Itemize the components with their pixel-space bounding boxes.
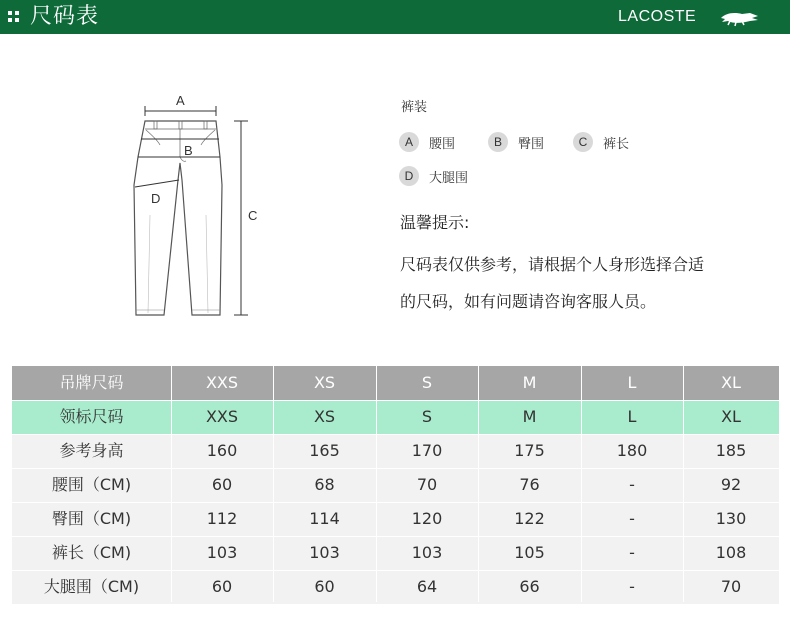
- column-divider: [376, 366, 377, 602]
- size-value-cell: 170: [411, 441, 443, 460]
- row-label-cell: 臀围（CM): [51, 509, 132, 528]
- page-title: 尺码表: [30, 4, 100, 29]
- size-value-cell: -: [629, 577, 635, 596]
- column-divider: [171, 366, 172, 602]
- brand-logo-text: LACOSTE: [618, 8, 697, 25]
- height-row: [12, 434, 779, 468]
- size-value-cell: 60: [211, 577, 233, 596]
- size-value-cell: XXS: [205, 373, 239, 392]
- row-label-cell: 参考身高: [59, 441, 124, 460]
- size-value-cell: 103: [206, 543, 238, 562]
- row-divider: [12, 468, 779, 469]
- tip-line-2: 的尺码，如有问题请咨询客服人员。: [400, 292, 657, 311]
- legend-item-c: [573, 132, 629, 152]
- size-value-cell: 180: [616, 441, 648, 460]
- size-value-cell: 175: [514, 441, 545, 460]
- size-table: [12, 366, 779, 602]
- label-d: D: [151, 191, 161, 206]
- badge-b: B: [488, 132, 508, 152]
- size-value-cell: 92: [720, 475, 742, 494]
- column-divider: [478, 366, 479, 602]
- size-value-cell: 130: [715, 509, 747, 528]
- header-bar: [0, 0, 790, 34]
- size-value-cell: 165: [309, 441, 340, 460]
- size-value-cell: 66: [519, 577, 540, 596]
- size-value-cell: S: [421, 373, 433, 392]
- label-c: C: [248, 208, 258, 223]
- size-value-cell: 122: [514, 509, 545, 528]
- size-value-cell: 105: [514, 543, 545, 562]
- column-divider: [273, 366, 274, 602]
- size-value-cell: 112: [206, 509, 238, 528]
- size-value-cell: -: [629, 543, 635, 562]
- crocodile-logo-icon: [720, 9, 760, 27]
- size-value-cell: -: [629, 475, 635, 494]
- size-value-cell: 103: [309, 543, 340, 562]
- row-label-cell: 大腿围（CM): [43, 577, 140, 596]
- size-value-cell: 114: [309, 509, 340, 528]
- row-divider: [12, 502, 779, 503]
- size-value-cell: 160: [206, 441, 238, 460]
- tip-body: [400, 246, 780, 320]
- legend-label-d: 大腿围: [429, 170, 469, 186]
- size-value-cell: 76: [519, 475, 540, 494]
- badge-d: D: [399, 166, 419, 186]
- legend-item-b: [488, 132, 544, 152]
- size-value-cell: XS: [313, 407, 336, 426]
- size-value-cell: M: [522, 373, 537, 392]
- row-divider: [12, 434, 779, 435]
- legend-label-c: 裤长: [603, 136, 630, 152]
- tip-line-1: 尺码表仅供参考，请根据个人身形选择合适: [400, 255, 705, 274]
- grid-dots-icon: [8, 11, 20, 23]
- size-value-cell: 108: [715, 543, 747, 562]
- size-value-cell: M: [522, 407, 537, 426]
- length-row: [12, 536, 779, 570]
- column-divider: [683, 366, 684, 602]
- size-value-cell: 64: [416, 577, 438, 596]
- thigh-row: [12, 570, 779, 604]
- size-value-cell: XXS: [205, 407, 239, 426]
- size-value-cell: 68: [314, 475, 335, 494]
- size-value-cell: 60: [211, 475, 233, 494]
- column-divider: [581, 366, 582, 602]
- size-value-cell: 103: [411, 543, 443, 562]
- row-divider: [12, 570, 779, 571]
- collar-size-row: [12, 400, 779, 434]
- badge-c: C: [573, 132, 593, 152]
- size-value-cell: XL: [721, 373, 741, 392]
- size-value-cell: L: [627, 373, 637, 392]
- badge-a: A: [399, 132, 419, 152]
- size-value-cell: XS: [313, 373, 336, 392]
- label-a: A: [176, 93, 185, 108]
- size-value-cell: -: [629, 509, 635, 528]
- row-label-cell: 吊牌尺码: [59, 373, 124, 392]
- size-value-cell: 70: [720, 577, 742, 596]
- tip-title: 温馨提示:: [400, 213, 470, 232]
- legend-item-a: [399, 132, 455, 152]
- waist-row: [12, 468, 779, 502]
- size-value-cell: XL: [721, 407, 741, 426]
- size-value-cell: 60: [314, 577, 335, 596]
- legend-label-a: 腰围: [429, 136, 456, 152]
- hip-row: [12, 502, 779, 536]
- row-label-cell: 裤长（CM): [51, 543, 132, 562]
- header-row: [12, 366, 779, 400]
- size-value-cell: L: [627, 407, 637, 426]
- size-value-cell: 70: [416, 475, 438, 494]
- size-value-cell: S: [421, 407, 433, 426]
- legend-item-d: [399, 166, 468, 186]
- row-divider: [12, 536, 779, 537]
- size-value-cell: 185: [715, 441, 747, 460]
- category-label: 裤装: [401, 100, 428, 115]
- row-label-cell: 腰围（CM): [51, 475, 132, 494]
- row-divider: [12, 400, 779, 401]
- pants-diagram: [120, 85, 270, 325]
- legend-label-b: 臀围: [518, 136, 545, 152]
- label-b: B: [184, 143, 193, 158]
- size-value-cell: 120: [411, 509, 443, 528]
- row-label-cell: 领标尺码: [59, 407, 124, 426]
